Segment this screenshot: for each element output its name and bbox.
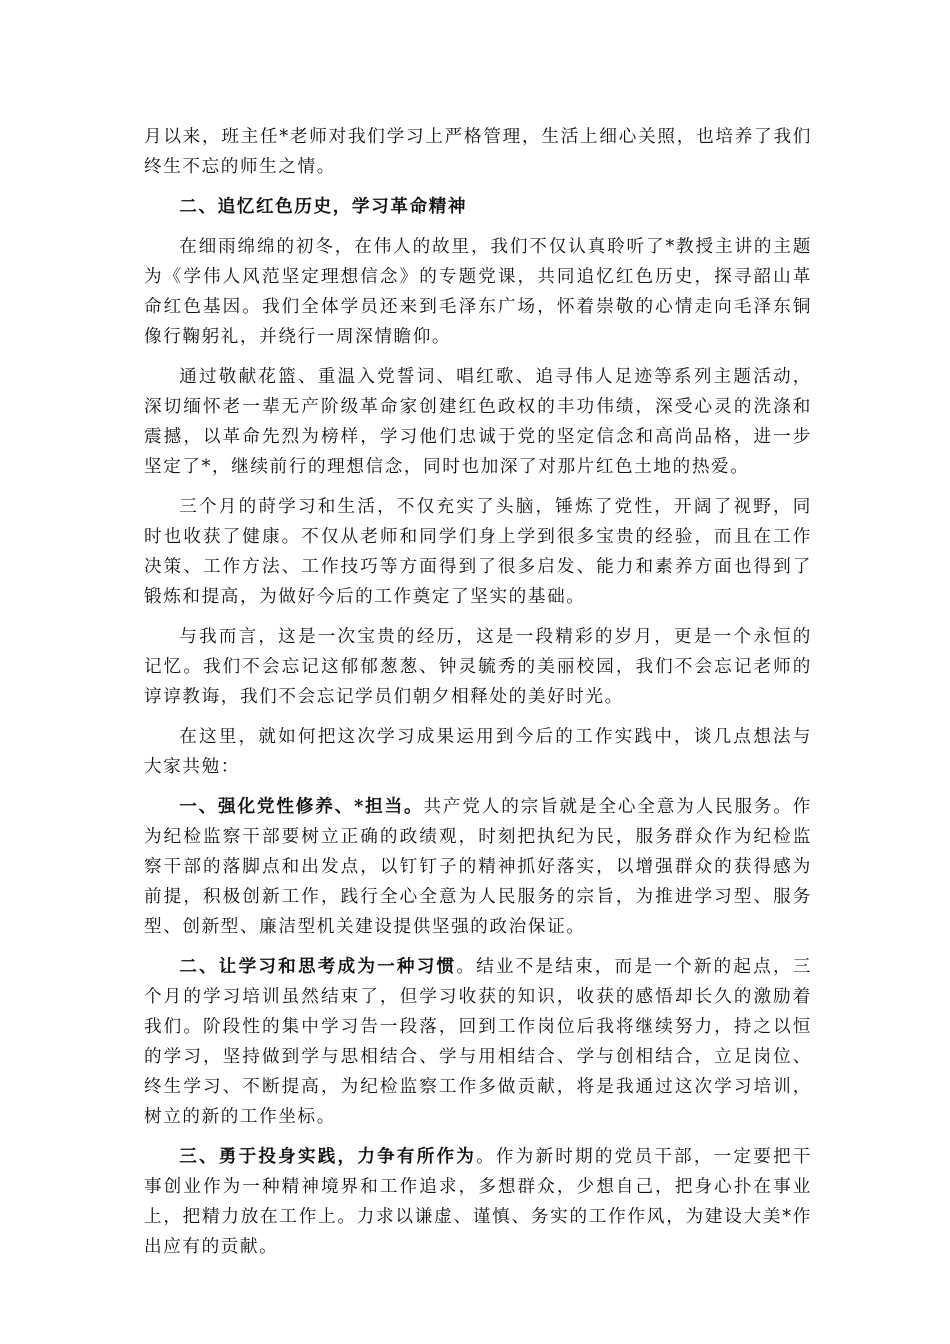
point-3-lead: 三、勇于投身实践，力争有所作为: [179, 1146, 477, 1167]
summary-paragraph: 三个月的莳学习和生活，不仅充实了头脑，锤炼了党性，开阔了视野，同时也收获了健康。不仅从老师和同学们身上学到很多宝贵的经验，而且在工作决策、工作方法、工作技巧等方面得到了很多启发、能力和素养方面也得到了锻炼和提高，为做好今后的工作奠定了坚实的基础。: [144, 497, 812, 607]
document-body: [144, 122, 812, 1272]
point-3-paragraph: [144, 1142, 812, 1262]
point-1-lead: 一、强化党性修养、*担当。: [179, 796, 424, 817]
section-heading-history: 二、追忆红色历史，学习革命精神: [179, 196, 468, 217]
point-2-lead: 二、让学习和思考成为一种习惯: [179, 956, 457, 977]
point-1-body: 共产党人的宗旨就是全心全意为人民服务。作为纪检监察干部要树立正确的政绩观，时刻把执纪为民，服务群众作为纪检监察干部的落脚点和出发点，以钉钉子的精神抓好落实，以增强群众的获得感为前提，积极创新工作，践行全心全意为人民服务的宗旨，为推进学习型、服务型、创新型、廉洁型机关建设提供坚强的政治保证。: [144, 797, 812, 937]
transition-paragraph: 在这里，就如何把这次学习成果运用到今后的工作实践中，谈几点想法与大家共勉：: [144, 727, 812, 777]
point-1-paragraph: [144, 792, 812, 942]
point-2-body: 。结业不是结束，而是一个新的起点，三个月的学习培训虽然结束了，但学习收获的知识，收获的感悟却长久的激励着我们。阶段性的集中学习告一段落，回到工作岗位后我将继续努力，持之以恒的学习，坚持做到学与思相结合、学与用相结合、学与创相结合，立足岗位、终生学习、不断提高，为纪检监察工作多做贡献，将是我通过这次学习培训，树立的新的工作坐标。: [144, 957, 812, 1127]
point-3-body: 。作为新时期的党员干部，一定要把干事创业作为一种精神境界和工作追求，多想群众，少想自己，把身心扑在事业上，把精力放在工作上。力求以谦虚、谨慎、务实的工作作风，为建设大美*作出应有的贡献。: [144, 1147, 812, 1257]
memory-paragraph: 与我而言，这是一次宝贵的经历，这是一段精彩的岁月，更是一个永恒的记忆。我们不会忘记这郁郁葱葱、钟灵毓秀的美丽校园，我们不会忘记老师的谆谆教诲，我们不会忘记学员们朝夕相释处的美好时光。: [144, 627, 812, 707]
intro-paragraph: 月以来，班主任*老师对我们学习上严格管理，生活上细心关照，也培养了我们终生不忘的师生之情。: [144, 127, 812, 177]
history-paragraph-2: 通过敬献花篮、重温入党誓词、唱红歌、追寻伟人足迹等系列主题活动，深切缅怀老一辈无产阶级革命家创建红色政权的丰功伟绩，深受心灵的洗涤和震撼，以革命先烈为榜样，学习他们忠诚于党的坚定信念和高尚品格，进一步坚定了*，继续前行的理想信念，同时也加深了对那片红色土地的热爱。: [144, 367, 812, 477]
point-2-paragraph: [144, 952, 812, 1132]
history-paragraph-1: 在细雨绵绵的初冬，在伟人的故里，我们不仅认真聆听了*教授主讲的主题为《学伟人风范坚定理想信念》的专题党课，共同追忆红色历史，探寻韶山革命红色基因。我们全体学员还来到毛泽东广场，怀着崇敬的心情走向毛泽东铜像行鞠躬礼，并绕行一周深情瞻仰。: [144, 237, 812, 347]
